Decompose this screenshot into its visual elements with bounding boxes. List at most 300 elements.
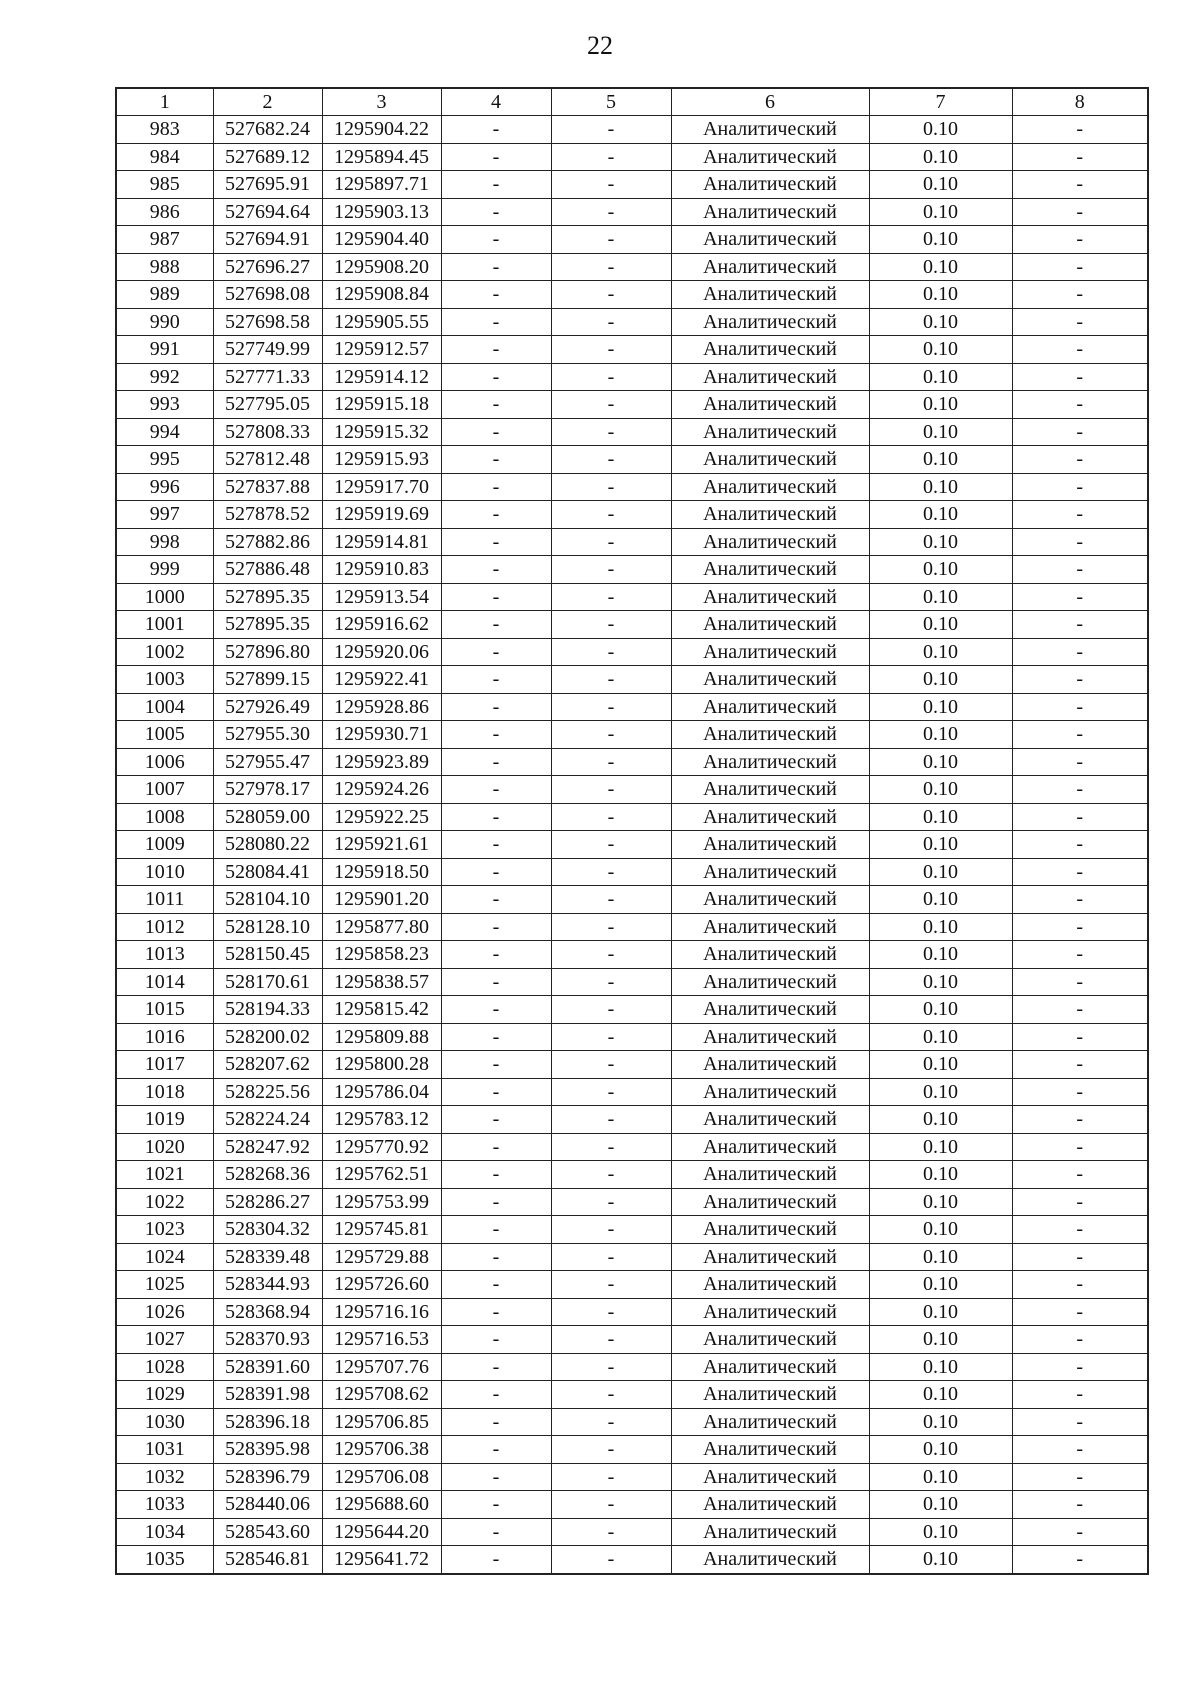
table-cell: 1295706.08 [322,1463,441,1491]
table-row [116,831,1148,859]
table-cell: 1295920.06 [322,638,441,666]
table-cell: 1016 [116,1023,213,1051]
table-cell: 0.10 [869,1133,1012,1161]
table-cell: Аналитический [671,501,869,529]
table-row [116,363,1148,391]
table-cell: Аналитический [671,666,869,694]
table-cell: - [441,1381,551,1409]
table-cell: - [441,308,551,336]
table-cell: 0.10 [869,583,1012,611]
table-cell: - [441,226,551,254]
table-cell: 528344.93 [213,1271,322,1299]
table-cell: 1018 [116,1078,213,1106]
table-cell: 528104.10 [213,886,322,914]
table-row [116,116,1148,144]
table-cell: - [1012,666,1148,694]
table-cell: - [441,198,551,226]
table-cell: 1295800.28 [322,1051,441,1079]
table-cell: 0.10 [869,1161,1012,1189]
table-cell: 528059.00 [213,803,322,831]
table-cell: 1019 [116,1106,213,1134]
table-cell: 0.10 [869,666,1012,694]
table-cell: 528391.60 [213,1353,322,1381]
table-cell: - [441,1463,551,1491]
table-cell: Аналитический [671,1518,869,1546]
table-cell: - [551,803,671,831]
table-cell: 1032 [116,1463,213,1491]
table-body [116,116,1148,1574]
table-cell: - [441,1518,551,1546]
table-cell: - [551,913,671,941]
table-cell: - [551,666,671,694]
table-cell: 0.10 [869,1023,1012,1051]
table-cell: - [1012,143,1148,171]
table-row [116,968,1148,996]
table-cell: 987 [116,226,213,254]
table-cell: - [551,1408,671,1436]
table-cell: Аналитический [671,1326,869,1354]
table-cell: - [1012,1518,1148,1546]
table-cell: Аналитический [671,748,869,776]
table-cell: - [1012,583,1148,611]
table-cell: 1295919.69 [322,501,441,529]
table-row [116,1408,1148,1436]
table-cell: 527895.35 [213,583,322,611]
table-cell: - [1012,831,1148,859]
table-cell: - [1012,1298,1148,1326]
table-cell: 1295903.13 [322,198,441,226]
table-cell: Аналитический [671,116,869,144]
table-cell: 528084.41 [213,858,322,886]
table-row [116,638,1148,666]
table-cell: 527955.30 [213,721,322,749]
table-cell: - [1012,556,1148,584]
table-row [116,1546,1148,1574]
table-cell: - [441,171,551,199]
table-cell: 1295917.70 [322,473,441,501]
table-cell: Аналитический [671,1243,869,1271]
table-cell: 0.10 [869,501,1012,529]
table-cell: 0.10 [869,1106,1012,1134]
table-cell: 1295904.40 [322,226,441,254]
table-cell: 1295908.84 [322,281,441,309]
table-cell: - [551,1078,671,1106]
table-cell: 527899.15 [213,666,322,694]
table-cell: 527895.35 [213,611,322,639]
table-cell: 1295809.88 [322,1023,441,1051]
table-cell: 1295707.76 [322,1353,441,1381]
table-cell: Аналитический [671,281,869,309]
table-cell: - [551,858,671,886]
table-cell: 528368.94 [213,1298,322,1326]
table-cell: Аналитический [671,556,869,584]
table-cell: - [441,1271,551,1299]
table-cell: 528543.60 [213,1518,322,1546]
table-cell: - [1012,308,1148,336]
table-cell: Аналитический [671,1078,869,1106]
table-cell: 1025 [116,1271,213,1299]
table-row [116,666,1148,694]
table-cell: 527689.12 [213,143,322,171]
table-cell: 528225.56 [213,1078,322,1106]
table-cell: - [551,1161,671,1189]
table-row [116,776,1148,804]
table-cell: Аналитический [671,803,869,831]
table-cell: Аналитический [671,611,869,639]
table-row [116,1078,1148,1106]
table-cell: - [551,473,671,501]
table-cell: 1012 [116,913,213,941]
table-cell: 0.10 [869,226,1012,254]
table-cell: 0.10 [869,886,1012,914]
table-cell: - [551,1188,671,1216]
table-cell: 527795.05 [213,391,322,419]
table-cell: 527696.27 [213,253,322,281]
table-row [116,473,1148,501]
table-cell: 527882.86 [213,528,322,556]
table-cell: - [1012,776,1148,804]
table-cell: - [441,473,551,501]
table-cell: 1295908.20 [322,253,441,281]
table-cell: - [441,1161,551,1189]
table-cell: 0.10 [869,1243,1012,1271]
table-cell: 1010 [116,858,213,886]
table-row [116,996,1148,1024]
table-cell: - [551,748,671,776]
table-cell: 1295912.57 [322,336,441,364]
table-cell: 0.10 [869,913,1012,941]
table-cell: Аналитический [671,1216,869,1244]
table-cell: - [1012,748,1148,776]
table-cell: - [1012,1381,1148,1409]
table-row [116,1298,1148,1326]
table-cell: 1031 [116,1436,213,1464]
table-cell: Аналитический [671,528,869,556]
table-cell: - [1012,116,1148,144]
table-cell: - [441,1408,551,1436]
table-cell: Аналитический [671,996,869,1024]
table-row [116,1188,1148,1216]
table-cell: - [441,116,551,144]
table-cell: - [1012,418,1148,446]
table-cell: 1023 [116,1216,213,1244]
table-cell: Аналитический [671,831,869,859]
table-cell: 0.10 [869,253,1012,281]
table-cell: Аналитический [671,1188,869,1216]
table-cell: 1295922.41 [322,666,441,694]
table-cell: - [441,776,551,804]
table-row [116,1216,1148,1244]
table-cell: - [441,1243,551,1271]
table-cell: 1034 [116,1518,213,1546]
table-cell: 528080.22 [213,831,322,859]
table-row [116,1051,1148,1079]
table-cell: 989 [116,281,213,309]
table-cell: 1295838.57 [322,968,441,996]
table-cell: 0.10 [869,391,1012,419]
table-cell: - [1012,1353,1148,1381]
table-cell: 984 [116,143,213,171]
table-cell: - [441,1133,551,1161]
table-cell: - [1012,198,1148,226]
table-row [116,1133,1148,1161]
table-row [116,611,1148,639]
table-cell: Аналитический [671,253,869,281]
table-cell: 527698.58 [213,308,322,336]
table-cell: 1295716.53 [322,1326,441,1354]
table-row [116,748,1148,776]
table-cell: Аналитический [671,886,869,914]
table-cell: 1007 [116,776,213,804]
table-cell: - [1012,226,1148,254]
table-cell: 527812.48 [213,446,322,474]
table-cell: 1295708.62 [322,1381,441,1409]
table-row [116,336,1148,364]
table-cell: 1295877.80 [322,913,441,941]
column-header: 2 [213,88,322,116]
table-cell: 0.10 [869,1051,1012,1079]
table-cell: 1295641.72 [322,1546,441,1574]
table-cell: 528339.48 [213,1243,322,1271]
table-cell: 0.10 [869,611,1012,639]
table-cell: - [1012,473,1148,501]
table-cell: - [1012,1271,1148,1299]
table-cell: 1295901.20 [322,886,441,914]
table-cell: 0.10 [869,1298,1012,1326]
table-cell: - [441,363,551,391]
table-cell: - [441,1326,551,1354]
table-cell: 1295706.85 [322,1408,441,1436]
table-cell: - [1012,1491,1148,1519]
table-row [116,583,1148,611]
table-cell: 527878.52 [213,501,322,529]
table-cell: 1026 [116,1298,213,1326]
table-cell: - [441,1353,551,1381]
table-cell: - [441,418,551,446]
table-cell: 996 [116,473,213,501]
table-cell: - [551,528,671,556]
table-cell: 1295729.88 [322,1243,441,1271]
table-cell: 528370.93 [213,1326,322,1354]
table-row [116,886,1148,914]
table-cell: 527698.08 [213,281,322,309]
table-cell: 1024 [116,1243,213,1271]
table-cell: - [441,1546,551,1574]
table-cell: 1295706.38 [322,1436,441,1464]
table-cell: - [551,281,671,309]
table-cell: 0.10 [869,1463,1012,1491]
table-row [116,1518,1148,1546]
table-cell: 1008 [116,803,213,831]
table-cell: 1030 [116,1408,213,1436]
table-cell: - [441,1491,551,1519]
table-cell: - [1012,803,1148,831]
table-cell: 1000 [116,583,213,611]
table-cell: 1295918.50 [322,858,441,886]
table-cell: 1295786.04 [322,1078,441,1106]
table-cell: Аналитический [671,1271,869,1299]
table-cell: 992 [116,363,213,391]
table-cell: 527978.17 [213,776,322,804]
table-cell: - [551,253,671,281]
table-cell: 0.10 [869,143,1012,171]
table-row [116,1271,1148,1299]
table-cell: 999 [116,556,213,584]
table-cell: 1017 [116,1051,213,1079]
table-cell: - [441,446,551,474]
table-cell: - [1012,1051,1148,1079]
table-cell: Аналитический [671,968,869,996]
table-cell: - [441,996,551,1024]
table-cell: 528396.79 [213,1463,322,1491]
table-cell: - [441,748,551,776]
table-cell: Аналитический [671,418,869,446]
table-cell: 528207.62 [213,1051,322,1079]
table-cell: - [1012,1326,1148,1354]
table-cell: Аналитический [671,721,869,749]
table-cell: Аналитический [671,1161,869,1189]
table-cell: - [441,693,551,721]
table-cell: 0.10 [869,1518,1012,1546]
table-cell: - [551,1381,671,1409]
table-cell: Аналитический [671,446,869,474]
column-header: 1 [116,88,213,116]
table-cell: - [551,831,671,859]
table-cell: - [1012,611,1148,639]
table-cell: Аналитический [671,583,869,611]
table-cell: - [441,501,551,529]
table-cell: 528286.27 [213,1188,322,1216]
table-cell: 0.10 [869,171,1012,199]
table-cell: - [1012,391,1148,419]
table-cell: 528268.36 [213,1161,322,1189]
table-cell: 1029 [116,1381,213,1409]
table-cell: 1295716.16 [322,1298,441,1326]
table-cell: 1295914.81 [322,528,441,556]
table-cell: - [1012,721,1148,749]
table-cell: 528440.06 [213,1491,322,1519]
table-cell: 1295644.20 [322,1518,441,1546]
table-cell: Аналитический [671,391,869,419]
table-cell: - [1012,1243,1148,1271]
table-cell: - [1012,281,1148,309]
table-cell: 1014 [116,968,213,996]
table-cell: - [551,363,671,391]
table-cell: 0.10 [869,1353,1012,1381]
table-cell: 1035 [116,1546,213,1574]
table-cell: - [1012,336,1148,364]
table-cell: - [551,1518,671,1546]
table-cell: 1295762.51 [322,1161,441,1189]
table-cell: - [441,1078,551,1106]
table-row [116,1353,1148,1381]
table-cell: 1005 [116,721,213,749]
table-row [116,171,1148,199]
table-cell: Аналитический [671,1106,869,1134]
table-cell: - [1012,638,1148,666]
table-cell: 0.10 [869,941,1012,969]
table-row [116,1243,1148,1271]
column-header: 7 [869,88,1012,116]
table-cell: 1033 [116,1491,213,1519]
table-cell: - [551,336,671,364]
coordinates-table [115,87,1149,1575]
table-cell: 0.10 [869,1271,1012,1299]
table-cell: - [551,968,671,996]
table-cell: - [1012,1106,1148,1134]
table-cell: 997 [116,501,213,529]
table-cell: 0.10 [869,1188,1012,1216]
table-cell: 1011 [116,886,213,914]
table-cell: Аналитический [671,198,869,226]
table-cell: - [551,638,671,666]
table-cell: 1295815.42 [322,996,441,1024]
table-cell: - [1012,941,1148,969]
table-cell: Аналитический [671,1463,869,1491]
table-cell: - [1012,1188,1148,1216]
table-cell: 527694.91 [213,226,322,254]
table-cell: 0.10 [869,1326,1012,1354]
table-cell: - [551,116,671,144]
table-cell: 528546.81 [213,1546,322,1574]
table-cell: - [1012,1463,1148,1491]
table-cell: - [441,143,551,171]
column-header: 3 [322,88,441,116]
table-cell: Аналитический [671,308,869,336]
table-cell: 1013 [116,941,213,969]
table-row [116,1463,1148,1491]
table-cell: Аналитический [671,1546,869,1574]
table-row [116,1491,1148,1519]
table-cell: - [551,1436,671,1464]
table-cell: 0.10 [869,776,1012,804]
table-cell: - [551,198,671,226]
table-cell: - [551,1491,671,1519]
table-cell: Аналитический [671,693,869,721]
table-cell: - [441,1106,551,1134]
table-cell: 0.10 [869,308,1012,336]
table-cell: 0.10 [869,418,1012,446]
table-cell: 528391.98 [213,1381,322,1409]
table-cell: 0.10 [869,831,1012,859]
table-cell: - [441,281,551,309]
table-cell: 1295914.12 [322,363,441,391]
table-cell: 0.10 [869,1381,1012,1409]
table-cell: 1295753.99 [322,1188,441,1216]
table-cell: Аналитический [671,1436,869,1464]
table-cell: Аналитический [671,1298,869,1326]
table-cell: 1295923.89 [322,748,441,776]
table-cell: - [551,996,671,1024]
table-cell: - [441,556,551,584]
table-cell: 1295783.12 [322,1106,441,1134]
table-cell: 527837.88 [213,473,322,501]
table-cell: - [441,583,551,611]
table-cell: - [551,1106,671,1134]
table-cell: - [441,1051,551,1079]
table-cell: 988 [116,253,213,281]
table-cell: 1295897.71 [322,171,441,199]
table-cell: 1295910.83 [322,556,441,584]
table-cell: 1295770.92 [322,1133,441,1161]
table-cell: 528150.45 [213,941,322,969]
column-header: 5 [551,88,671,116]
table-cell: Аналитический [671,858,869,886]
table-cell: 1020 [116,1133,213,1161]
table-cell: 1295913.54 [322,583,441,611]
table-cell: - [1012,968,1148,996]
table-cell: 1295688.60 [322,1491,441,1519]
